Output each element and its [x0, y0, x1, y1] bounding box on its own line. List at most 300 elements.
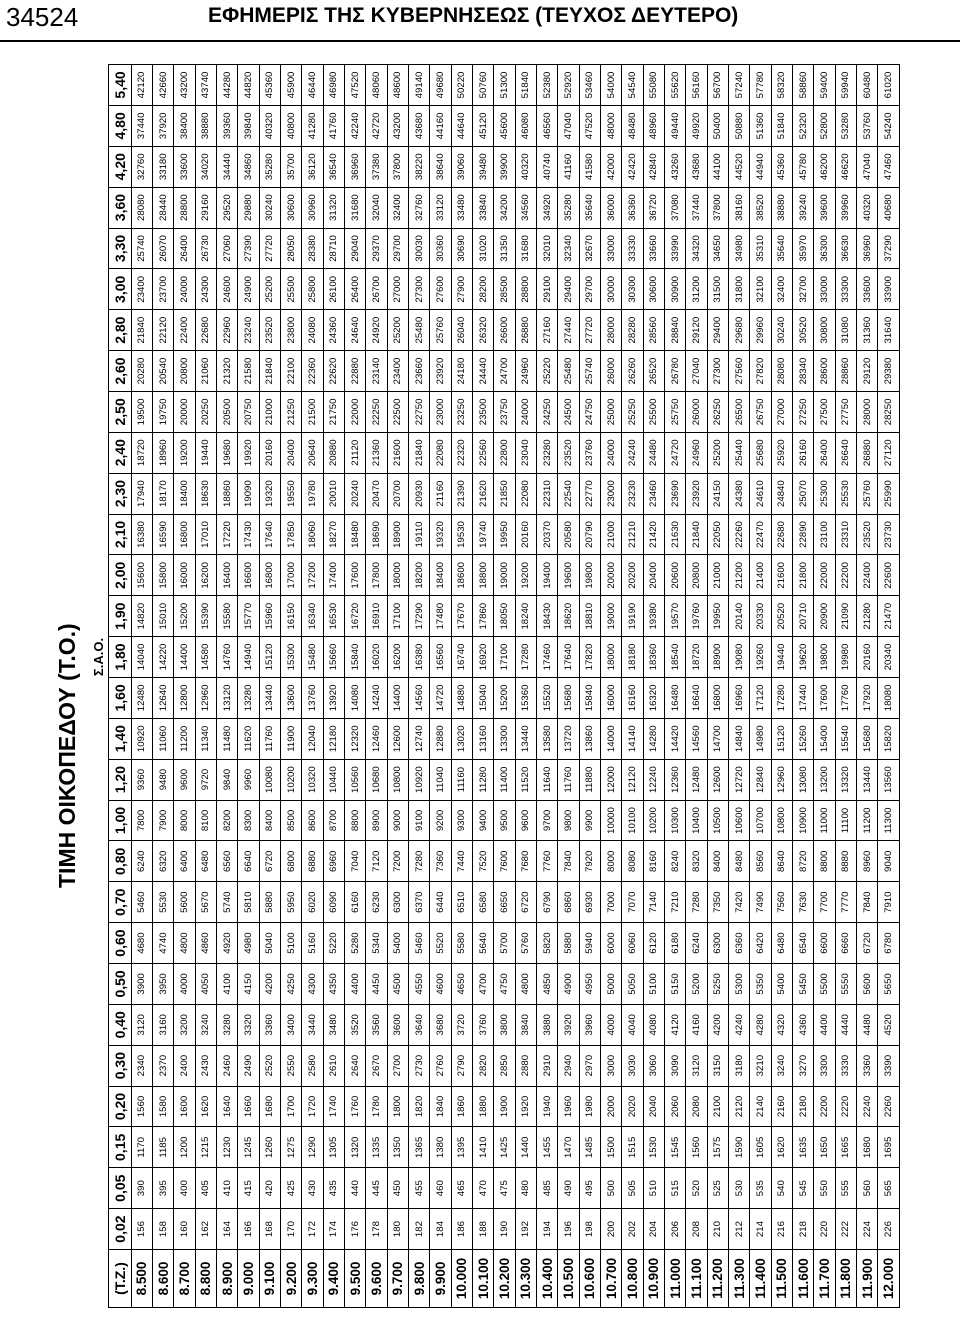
price-cell: 11340	[195, 718, 216, 759]
price-cell: 5460	[131, 882, 152, 923]
price-cell: 10560	[345, 759, 366, 800]
price-cell: 10700	[750, 800, 771, 841]
price-cell: 17290	[409, 596, 430, 637]
price-cell: 198	[579, 1209, 600, 1250]
price-cell: 13440	[515, 718, 536, 759]
price-cell: 7520	[473, 841, 494, 882]
price-cell: 30240	[771, 310, 792, 351]
price-cell: 27560	[729, 351, 750, 392]
tz-row-header: 8.800	[195, 1250, 216, 1308]
price-cell: 19800	[814, 637, 835, 678]
price-cell: 16160	[622, 677, 643, 718]
price-cell: 25500	[281, 269, 302, 310]
price-cell: 17280	[515, 637, 536, 678]
price-cell: 25740	[131, 228, 152, 269]
price-cell: 18360	[643, 637, 664, 678]
price-cell: 23280	[537, 432, 558, 473]
table-row	[814, 65, 835, 1308]
price-cell: 2610	[323, 1045, 344, 1086]
price-cell: 425	[281, 1168, 302, 1209]
price-cell: 26730	[195, 228, 216, 269]
price-cell: 15360	[515, 677, 536, 718]
price-cell: 5280	[345, 923, 366, 964]
price-cell: 21620	[473, 473, 494, 514]
price-cell: 21840	[131, 310, 152, 351]
price-cell: 29120	[856, 351, 877, 392]
price-cell: 28200	[473, 269, 494, 310]
price-cell: 41760	[323, 105, 344, 146]
price-cell: 40320	[259, 105, 280, 146]
price-cell: 8000	[174, 800, 195, 841]
price-cell: 11200	[174, 718, 195, 759]
price-cell: 14840	[729, 718, 750, 759]
price-cell: 50400	[707, 105, 728, 146]
price-cell: 12720	[729, 759, 750, 800]
price-cell: 6320	[153, 841, 174, 882]
tz-row-header: 11.500	[771, 1250, 792, 1308]
price-cell: 43740	[195, 65, 216, 106]
price-cell: 1920	[515, 1086, 536, 1127]
price-cell: 1500	[601, 1127, 622, 1168]
price-cell: 26400	[345, 269, 366, 310]
price-cell: 535	[750, 1168, 771, 1209]
price-cell: 6800	[281, 841, 302, 882]
price-cell: 39960	[835, 187, 856, 228]
price-cell: 17120	[750, 677, 771, 718]
price-cell: 24250	[537, 391, 558, 432]
price-cell: 54540	[622, 65, 643, 106]
price-cell: 510	[643, 1168, 664, 1209]
price-cell: 26780	[665, 351, 686, 392]
sao-header-cell: 2,10	[109, 514, 132, 555]
price-cell: 16600	[238, 555, 259, 596]
price-cell: 9720	[195, 759, 216, 800]
price-cell: 44640	[451, 105, 472, 146]
price-cell: 22310	[537, 473, 558, 514]
price-cell: 18600	[451, 555, 472, 596]
price-cell: 16590	[153, 514, 174, 555]
price-cell: 1215	[195, 1127, 216, 1168]
price-cell: 26250	[707, 391, 728, 432]
price-cell: 31500	[707, 269, 728, 310]
price-cell: 2970	[579, 1045, 600, 1086]
price-cell: 24500	[558, 391, 579, 432]
price-cell: 20900	[814, 596, 835, 637]
price-cell: 36000	[601, 187, 622, 228]
price-cell: 8100	[195, 800, 216, 841]
price-cell: 33330	[622, 228, 643, 269]
price-cell: 23000	[430, 391, 451, 432]
price-cell: 7360	[430, 841, 451, 882]
price-cell: 4280	[750, 1004, 771, 1045]
price-cell: 16340	[302, 596, 323, 637]
price-cell: 520	[686, 1168, 707, 1209]
price-cell: 7840	[856, 882, 877, 923]
price-cell: 21630	[665, 514, 686, 555]
price-cell: 7040	[345, 841, 366, 882]
price-cell: 3900	[131, 963, 152, 1004]
price-cell: 2790	[451, 1045, 472, 1086]
price-cell: 56700	[707, 65, 728, 106]
price-cell: 36960	[856, 228, 877, 269]
price-cell: 6600	[814, 923, 835, 964]
price-cell: 32340	[558, 228, 579, 269]
price-cell: 390	[131, 1168, 152, 1209]
price-cell: 2430	[195, 1045, 216, 1086]
tz-row-header: 8.600	[153, 1250, 174, 1308]
price-cell: 2580	[302, 1045, 323, 1086]
price-cell: 8720	[792, 841, 813, 882]
tz-row-header: 11.200	[707, 1250, 728, 1308]
price-cell: 4120	[665, 1004, 686, 1045]
price-cell: 11100	[835, 800, 856, 841]
price-cell: 24610	[750, 473, 771, 514]
price-cell: 19400	[537, 555, 558, 596]
price-cell: 56160	[686, 65, 707, 106]
price-cell: 4000	[601, 1004, 622, 1045]
price-cell: 3330	[835, 1045, 856, 1086]
price-cell: 12480	[131, 677, 152, 718]
price-cell: 17800	[366, 555, 387, 596]
price-cell: 1335	[366, 1127, 387, 1168]
price-cell: 5160	[302, 923, 323, 964]
page-header	[0, 0, 960, 42]
table-row	[729, 65, 750, 1308]
price-cell: 47520	[579, 105, 600, 146]
price-cell: 17440	[792, 677, 813, 718]
price-cell: 22120	[153, 310, 174, 351]
price-cell: 19320	[430, 514, 451, 555]
price-cell: 3300	[814, 1045, 835, 1086]
price-cell: 2100	[707, 1086, 728, 1127]
price-cell: 28250	[878, 391, 900, 432]
price-cell: 180	[387, 1209, 408, 1250]
price-cell: 27500	[814, 391, 835, 432]
sao-header-cell: 0,02	[109, 1209, 132, 1250]
price-cell: 28600	[814, 351, 835, 392]
price-cell: 20000	[174, 391, 195, 432]
price-cell: 212	[729, 1209, 750, 1250]
price-cell: 27000	[387, 269, 408, 310]
table-row	[750, 65, 771, 1308]
price-cell: 48480	[622, 105, 643, 146]
price-cell: 14580	[195, 637, 216, 678]
price-cell: 23500	[473, 391, 494, 432]
price-cell: 9900	[579, 800, 600, 841]
table-row	[771, 65, 792, 1308]
price-cell: 565	[878, 1168, 900, 1209]
price-cell: 25800	[302, 269, 323, 310]
price-cell: 11400	[494, 759, 515, 800]
price-cell: 2700	[387, 1045, 408, 1086]
price-cell: 20160	[259, 432, 280, 473]
price-cell: 26600	[494, 310, 515, 351]
price-cell: 8240	[665, 841, 686, 882]
price-cell: 6240	[686, 923, 707, 964]
price-cell: 47460	[878, 146, 900, 187]
price-cell: 27300	[707, 351, 728, 392]
price-cell: 495	[579, 1168, 600, 1209]
price-cell: 16320	[643, 677, 664, 718]
price-cell: 22100	[281, 351, 302, 392]
price-cell: 23140	[366, 351, 387, 392]
price-cell: 16910	[366, 596, 387, 637]
tz-row-header: 10.000	[451, 1250, 472, 1308]
price-cell: 415	[238, 1168, 259, 1209]
price-cell: 158	[153, 1209, 174, 1250]
price-cell: 6510	[451, 882, 472, 923]
price-cell: 5760	[515, 923, 536, 964]
price-cell: 9500	[494, 800, 515, 841]
price-cell: 22260	[729, 514, 750, 555]
price-cell: 22560	[473, 432, 494, 473]
price-cell: 13860	[579, 718, 600, 759]
price-cell: 36630	[835, 228, 856, 269]
price-cell: 55080	[643, 65, 664, 106]
price-cell: 7840	[558, 841, 579, 882]
price-cell: 5400	[387, 923, 408, 964]
price-cell: 18630	[195, 473, 216, 514]
price-cell: 13200	[814, 759, 835, 800]
price-cell: 19380	[643, 596, 664, 637]
price-cell: 19440	[195, 432, 216, 473]
price-cell: 28000	[856, 391, 877, 432]
price-cell: 35700	[281, 146, 302, 187]
price-cell: 30600	[643, 269, 664, 310]
price-cell: 22800	[494, 432, 515, 473]
price-cell: 19760	[686, 596, 707, 637]
price-cell: 49140	[409, 65, 430, 106]
price-cell: 420	[259, 1168, 280, 1209]
tz-row-header: 8.700	[174, 1250, 195, 1308]
price-cell: 19200	[515, 555, 536, 596]
price-cell: 31640	[878, 310, 900, 351]
price-cell: 16960	[729, 677, 750, 718]
price-cell: 19530	[451, 514, 472, 555]
price-cell: 1410	[473, 1127, 494, 1168]
price-cell: 1440	[515, 1127, 536, 1168]
price-cell: 22000	[814, 555, 835, 596]
price-cell: 27820	[750, 351, 771, 392]
price-cell: 22080	[430, 432, 451, 473]
price-cell: 12740	[409, 718, 430, 759]
price-cell: 6020	[302, 882, 323, 923]
price-cell: 7440	[451, 841, 472, 882]
price-cell: 15770	[238, 596, 259, 637]
price-cell: 166	[238, 1209, 259, 1250]
price-cell: 12640	[153, 677, 174, 718]
price-cell: 43680	[409, 105, 430, 146]
table-row	[686, 65, 707, 1308]
price-cell: 21850	[494, 473, 515, 514]
price-cell: 485	[537, 1168, 558, 1209]
price-cell: 26100	[323, 269, 344, 310]
price-cell: 1515	[622, 1127, 643, 1168]
price-cell: 156	[131, 1209, 152, 1250]
price-cell: 22250	[366, 391, 387, 432]
table-row	[878, 65, 900, 1308]
price-cell: 5940	[579, 923, 600, 964]
price-cell: 39840	[238, 105, 259, 146]
price-cell: 17640	[259, 514, 280, 555]
price-cell: 42840	[643, 146, 664, 187]
price-cell: 525	[707, 1168, 728, 1209]
price-cell: 7910	[878, 882, 900, 923]
price-cell: 14280	[643, 718, 664, 759]
price-cell: 2340	[131, 1045, 152, 1086]
price-cell: 6370	[409, 882, 430, 923]
price-cell: 490	[558, 1168, 579, 1209]
price-cell: 13600	[281, 677, 302, 718]
price-cell: 8800	[814, 841, 835, 882]
price-cell: 19110	[409, 514, 430, 555]
table-row	[835, 65, 856, 1308]
price-cell: 43200	[387, 105, 408, 146]
price-cell: 18720	[686, 637, 707, 678]
price-cell: 21120	[345, 432, 366, 473]
price-cell: 25530	[835, 473, 856, 514]
price-cell: 7680	[515, 841, 536, 882]
price-cell: 15680	[558, 677, 579, 718]
price-cell: 164	[217, 1209, 238, 1250]
price-cell: 18620	[558, 596, 579, 637]
price-cell: 2040	[643, 1086, 664, 1127]
price-cell: 41160	[558, 146, 579, 187]
price-cell: 210	[707, 1209, 728, 1250]
price-cell: 54240	[878, 105, 900, 146]
price-cell: 15680	[856, 718, 877, 759]
price-cell: 18540	[665, 637, 686, 678]
sao-header-cell: 0,80	[109, 841, 132, 882]
price-cell: 1840	[430, 1086, 451, 1127]
price-cell: 6540	[792, 923, 813, 964]
price-cell: 23520	[259, 310, 280, 351]
sao-label-row	[88, 65, 109, 1308]
price-cell: 26160	[792, 432, 813, 473]
price-cell: 11640	[537, 759, 558, 800]
price-cell: 31020	[473, 228, 494, 269]
price-cell: 19440	[771, 637, 792, 678]
price-cell: 2140	[750, 1086, 771, 1127]
price-cell: 208	[686, 1209, 707, 1250]
price-cell: 182	[409, 1209, 430, 1250]
price-cell: 41280	[302, 105, 323, 146]
price-cell: 29960	[750, 310, 771, 351]
price-cell: 10800	[387, 759, 408, 800]
price-cell: 20580	[558, 514, 579, 555]
price-cell: 18810	[579, 596, 600, 637]
price-cell: 24150	[707, 473, 728, 514]
price-cell: 14560	[686, 718, 707, 759]
price-cell: 2640	[345, 1045, 366, 1086]
price-cell: 23920	[430, 351, 451, 392]
price-cell: 10800	[771, 800, 792, 841]
price-cell: 162	[195, 1209, 216, 1250]
price-cell: 216	[771, 1209, 792, 1250]
price-cell: 30360	[430, 228, 451, 269]
sao-header-cell: 4,20	[109, 146, 132, 187]
price-cell: 29680	[729, 310, 750, 351]
price-cell: 22880	[345, 351, 366, 392]
price-cell: 18900	[707, 637, 728, 678]
price-cell: 24640	[345, 310, 366, 351]
price-cell: 6860	[558, 882, 579, 923]
price-cell: 1665	[835, 1127, 856, 1168]
price-cell: 24240	[622, 432, 643, 473]
price-cell: 214	[750, 1209, 771, 1250]
sao-header-cell: 0,50	[109, 963, 132, 1004]
price-cell: 42240	[345, 105, 366, 146]
price-cell: 19950	[707, 596, 728, 637]
price-cell: 17940	[131, 473, 152, 514]
price-cell: 22890	[792, 514, 813, 555]
price-cell: 25990	[878, 473, 900, 514]
sao-header-cell: 1,80	[109, 637, 132, 678]
price-cell: 29400	[707, 310, 728, 351]
price-cell: 21750	[323, 391, 344, 432]
price-cell: 25750	[665, 391, 686, 432]
price-cell: 34200	[494, 187, 515, 228]
table-row	[259, 65, 280, 1308]
price-cell: 1680	[259, 1086, 280, 1127]
price-cell: 18050	[494, 596, 515, 637]
price-cell: 13300	[494, 718, 515, 759]
table-row	[409, 65, 430, 1308]
sao-header-cell: 2,50	[109, 391, 132, 432]
price-cell: 46980	[323, 65, 344, 106]
price-cell: 1620	[771, 1127, 792, 1168]
price-cell: 5550	[835, 963, 856, 1004]
price-cell: 7560	[771, 882, 792, 923]
price-cell: 32100	[750, 269, 771, 310]
price-cell: 1640	[217, 1086, 238, 1127]
price-cell: 5640	[473, 923, 494, 964]
price-cell: 18900	[387, 514, 408, 555]
price-cell: 2060	[665, 1086, 686, 1127]
price-cell: 46560	[537, 105, 558, 146]
price-cell: 33480	[451, 187, 472, 228]
price-cell: 8600	[302, 800, 323, 841]
price-cell: 11060	[153, 718, 174, 759]
price-cell: 34650	[707, 228, 728, 269]
price-cell: 8200	[217, 800, 238, 841]
price-cell: 37080	[665, 187, 686, 228]
price-cell: 15580	[217, 596, 238, 637]
price-cell: 19570	[665, 596, 686, 637]
price-cell: 20790	[579, 514, 600, 555]
price-cell: 1290	[302, 1127, 323, 1168]
price-cell: 35640	[771, 228, 792, 269]
price-cell: 15820	[878, 718, 900, 759]
price-cell: 6480	[771, 923, 792, 964]
price-cell: 35280	[259, 146, 280, 187]
price-cell: 26040	[451, 310, 472, 351]
tz-row-header: 10.500	[558, 1250, 579, 1308]
price-cell: 50760	[473, 65, 494, 106]
price-cell: 20340	[878, 637, 900, 678]
price-cell: 5150	[665, 963, 686, 1004]
price-cell: 10300	[665, 800, 686, 841]
price-cell: 21000	[601, 514, 622, 555]
price-cell: 4400	[814, 1004, 835, 1045]
price-cell: 17280	[771, 677, 792, 718]
price-cell: 19980	[835, 637, 856, 678]
price-cell: 35280	[558, 187, 579, 228]
price-cell: 560	[856, 1168, 877, 1209]
price-cell: 4160	[686, 1004, 707, 1045]
price-cell: 3030	[622, 1045, 643, 1086]
price-cell: 30690	[451, 228, 472, 269]
